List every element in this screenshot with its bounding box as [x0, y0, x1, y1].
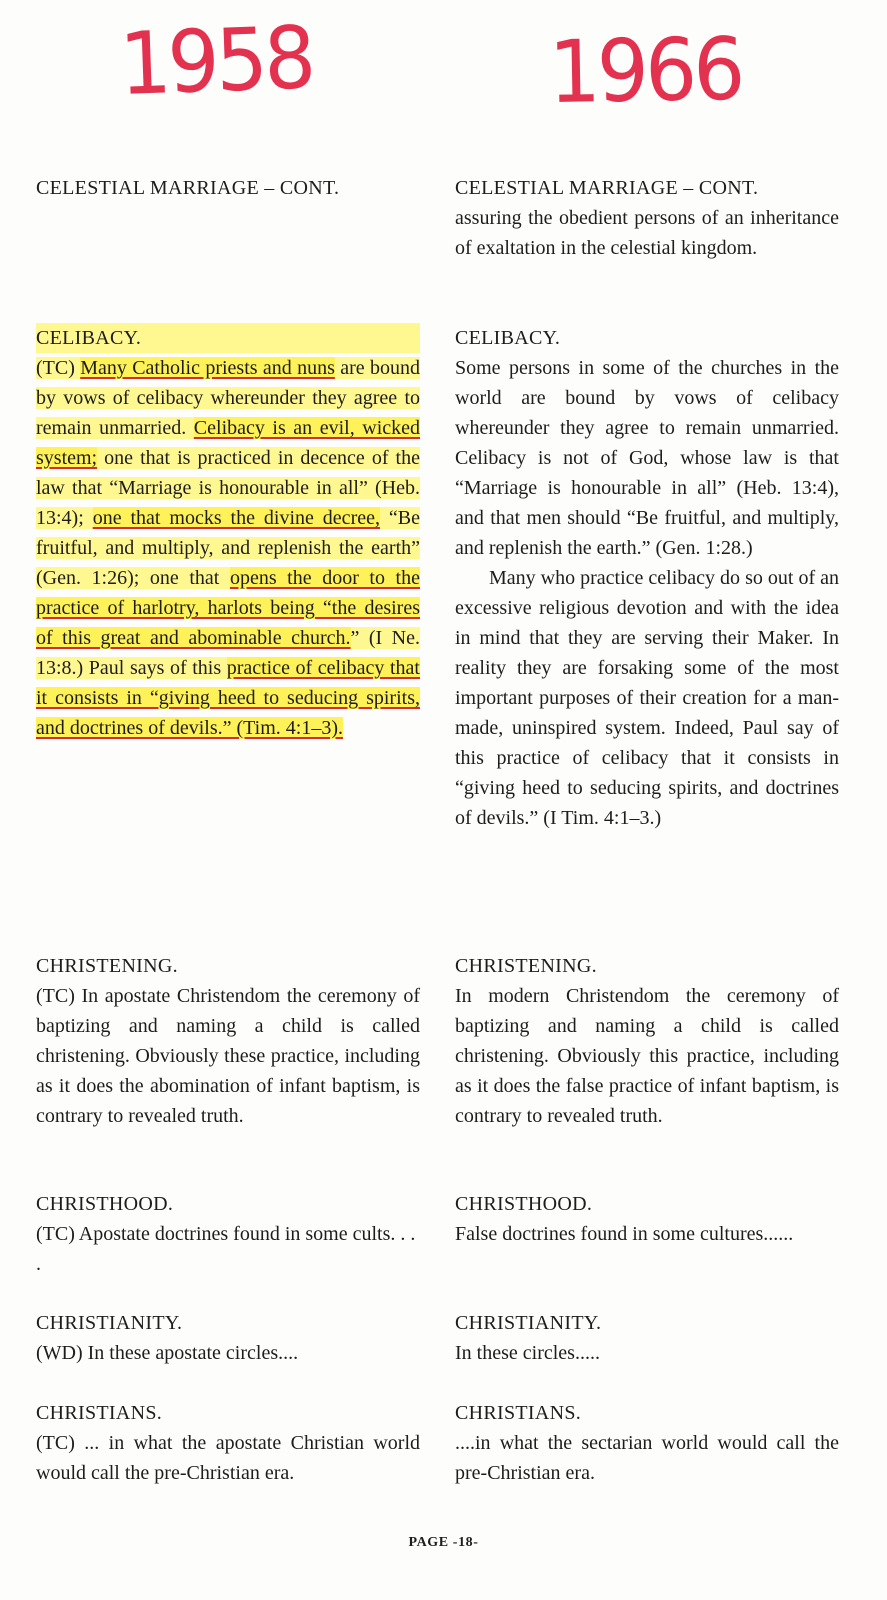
section-heading: CHRISTENING.: [455, 955, 597, 977]
section-heading: CELESTIAL MARRIAGE – CONT.: [36, 177, 340, 199]
celibacy-paragraph: [36, 357, 420, 739]
christhood-section-right: [455, 1189, 839, 1249]
section-heading: CHRISTHOOD.: [36, 1193, 174, 1215]
section-heading: CHRISTIANITY.: [455, 1312, 602, 1334]
text-run: (TC): [36, 357, 81, 379]
section-heading: CHRISTIANITY.: [36, 1312, 183, 1334]
page-number: PAGE -18-: [408, 1535, 479, 1550]
celibacy-paragraph-1: Some persons in some of the churches in the world are bound by vows of celibacy whereunder they agree to remain unmarried. Celibacy is not of God, whose law is that “Marriage is honourable in all” (Heb. 13:4), and that men should “Be fruitful, and multiply, and replenish the earth.” (Gen. 1:28.): [455, 357, 839, 559]
celibacy-paragraph-2: Many who practice celibacy do so out of an excessive religious devotion and with the idea in mind that they are serving their Maker. In reality they are forsaking some of the most important purposes of their creation for a man-made, uninspired system. Indeed, Paul say of this practice of celibacy that it consists in “giving heed to seducing spirits, and doctrines of devils.” (I Tim. 4:1–3.): [455, 567, 839, 829]
christians-section-right: [455, 1398, 839, 1488]
celibacy-body-left: [36, 353, 420, 743]
section-heading: CHRISTHOOD.: [455, 1193, 593, 1215]
text-run: “Be fruitful, and multiply, and replenish the earth” (Gen. 1:26); one that: [36, 507, 420, 589]
text-run: one that is practiced in decence of the law that “Marriage is honourable in all” (Heb. 13:4);: [36, 447, 420, 529]
celibacy-section-left: [36, 323, 420, 743]
christening-section-right: [455, 951, 839, 1131]
highlighted-phrase: one that mocks the divine decree,: [92, 507, 380, 529]
section-heading: CELIBACY.: [36, 323, 420, 353]
christhood-section-left: [36, 1189, 420, 1279]
section-body: In these circles.....: [455, 1342, 600, 1364]
christians-section-left: [36, 1398, 420, 1488]
section-body: (TC) ... in what the apostate Christian world would call the pre-Christian era.: [36, 1432, 420, 1484]
section-body: ....in what the sectarian world would call the pre-Christian era.: [455, 1432, 839, 1484]
christianity-section-right: [455, 1308, 839, 1368]
christening-section-left: [36, 951, 420, 1131]
celibacy-section-right: [455, 323, 839, 833]
section-body: In modern Christendom the ceremony of baptizing and naming a child is called christening. Obviously this practice, including as it does the false practice of infant baptism, is contrary to revealed truth.: [455, 985, 839, 1127]
handwritten-year-1966: 1966: [547, 19, 743, 123]
text-run: ” (I Ne. 13:8.) Paul says of this: [36, 627, 420, 679]
section-body: (WD) In these apostate circles....: [36, 1342, 299, 1364]
highlighted-phrase: opens the door to the practice of harlotry, harlots being “the desires of this great and abominable church.: [36, 567, 420, 649]
section-heading: CHRISTIANS.: [455, 1402, 582, 1424]
highlighted-phrase: Celibacy is an evil, wicked system;: [36, 417, 420, 469]
celestial-marriage-cont-left: [36, 173, 420, 203]
section-body: False doctrines found in some cultures......: [455, 1223, 794, 1245]
section-heading: CHRISTIANS.: [36, 1402, 163, 1424]
section-body: assuring the obedient persons of an inheritance of exaltation in the celestial kingdom.: [455, 207, 839, 259]
section-heading: CHRISTENING.: [36, 955, 178, 977]
section-heading: CELESTIAL MARRIAGE – CONT.: [455, 177, 759, 199]
section-heading: CELIBACY.: [455, 327, 561, 349]
celibacy-body-right: [455, 353, 839, 833]
christianity-section-left: [36, 1308, 420, 1368]
handwritten-year-1958: 1958: [117, 8, 314, 115]
highlighted-phrase: Many Catholic priests and nuns: [80, 357, 335, 379]
section-body: (TC) In apostate Christendom the ceremony of baptizing and naming a child is called christening. Obviously these practice, including as it does the abomination of infant baptism, is contrary to revealed truth.: [36, 985, 420, 1127]
text-run: are bound by vows of celibacy whereunder they agree to remain unmarried.: [36, 357, 420, 439]
highlighted-phrase: practice of celibacy that it consists in “giving heed to seducing spirits, and doctrines of devils.” (Tim. 4:1–3).: [36, 657, 420, 739]
section-body: (TC) Apostate doctrines found in some cults. . . .: [36, 1223, 416, 1275]
celestial-marriage-cont-right: [455, 173, 839, 263]
